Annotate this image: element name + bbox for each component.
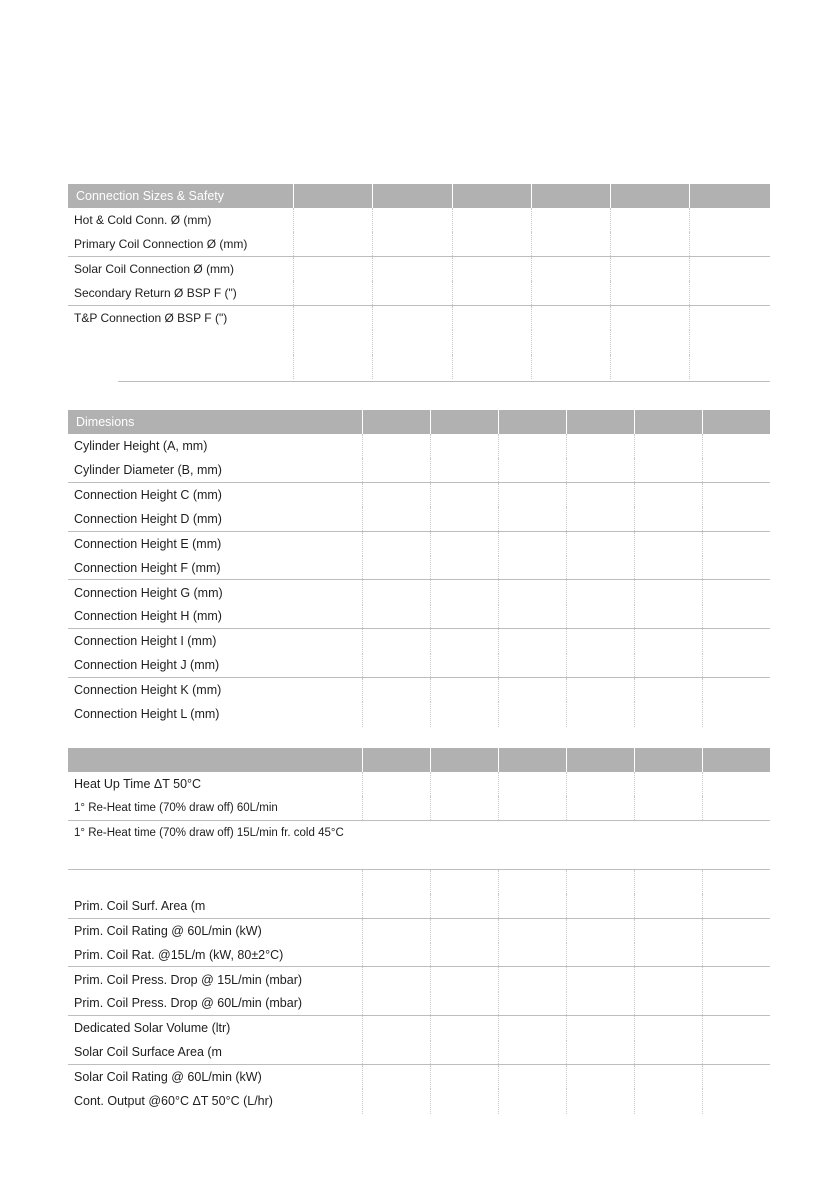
header-column [566,410,634,434]
header-column [531,184,610,208]
table-row [68,821,770,870]
table-row [68,232,770,256]
table-row [68,355,770,379]
table-row [68,702,770,726]
table-row [68,507,770,531]
table-row [68,992,770,1016]
row-label: Solar Coil Surface Area (m [74,1045,222,1060]
row-label: Connection Height C (mm) [74,487,222,502]
table-row [68,281,770,305]
header-column [702,748,770,772]
table-row [68,919,770,943]
row-label: Dedicated Solar Volume (ltr) [74,1021,231,1036]
table-row [68,580,770,604]
table-row [68,605,770,629]
dimensions-title: Dimesions [76,415,135,429]
dimensions-table [68,410,770,727]
table-row [68,257,770,281]
table-row [68,654,770,678]
header-column [362,748,430,772]
table-row [68,330,770,355]
row-label: Solar Coil Connection Ø (mm) [74,261,235,276]
table-row [68,894,770,918]
header-column [430,410,498,434]
row-label: Hot & Cold Conn. Ø (mm) [74,213,212,228]
row-label: Cylinder Diameter (B, mm) [74,463,222,478]
row-label: Prim. Coil Press. Drop @ 15L/min (mbar) [74,972,303,987]
row-label: Cylinder Height (A, mm) [74,439,208,454]
table-row [68,629,770,653]
row-label: Heat Up Time ΔT 50°C [74,777,202,792]
table-row [68,434,770,458]
header-column [498,748,566,772]
dimensions-header [68,410,770,434]
header-column [430,748,498,772]
header-column [362,410,430,434]
table-row [68,483,770,507]
table-row [68,772,770,796]
table-row [68,796,770,820]
row-label: Prim. Coil Surf. Area (m [74,898,206,913]
header-column [702,410,770,434]
row-label: Primary Coil Connection Ø (mm) [74,237,248,252]
row-label: Prim. Coil Press. Drop @ 60L/min (mbar) [74,996,303,1011]
header-column [372,184,451,208]
row-label: Connection Height D (mm) [74,511,222,526]
row-label: Connection Height H (mm) [74,609,222,624]
table-row [68,1016,770,1040]
row-label: Connection Height K (mm) [74,683,222,698]
connection-sizes-header [68,184,770,208]
connection-sizes-table [68,184,770,379]
row-label: Connection Height L (mm) [74,707,220,722]
performance-header [68,748,770,772]
table-row [68,870,770,894]
performance-title [68,748,362,772]
table-row [68,532,770,556]
table-row [68,967,770,991]
row-label: Cont. Output @60°C ΔT 50°C (L/hr) [74,1094,273,1109]
row-label: Connection Height G (mm) [74,585,223,600]
table-row [68,1065,770,1089]
row-divider [118,381,770,382]
dimensions-body [68,434,770,727]
table-row [68,306,770,330]
header-column [566,748,634,772]
table-row [68,1089,770,1113]
row-label: Connection Height F (mm) [74,560,221,575]
row-label: Prim. Coil Rating @ 60L/min (kW) [74,923,262,938]
row-label: T&P Connection Ø BSP F (") [74,310,228,325]
row-label: Connection Height E (mm) [74,536,222,551]
performance-body [68,772,770,1114]
row-label: Connection Height J (mm) [74,658,220,673]
connection-sizes-title: Connection Sizes & Safety [76,189,224,203]
header-column [610,184,689,208]
table-row [68,678,770,702]
header-column [498,410,566,434]
row-label: 1° Re-Heat time (70% draw off) 60L/min [74,802,278,815]
table-row [68,556,770,580]
header-column [634,748,702,772]
table-row [68,943,770,967]
header-column [689,184,768,208]
table-row [68,1041,770,1065]
connection-sizes-body [68,208,770,379]
performance-table [68,748,770,1114]
row-label: Solar Coil Rating @ 60L/min (kW) [74,1070,262,1085]
row-label: Prim. Coil Rat. @15L/m (kW, 80±2°C) [74,947,284,962]
header-column [634,410,702,434]
row-label: 1° Re-Heat time (70% draw off) 15L/min fr. cold 45°C [74,826,344,839]
row-label: Connection Height I (mm) [74,634,217,649]
header-column [293,184,372,208]
row-label: Secondary Return Ø BSP F (") [74,285,237,300]
table-row [68,458,770,482]
header-column [452,184,531,208]
table-row [68,208,770,232]
